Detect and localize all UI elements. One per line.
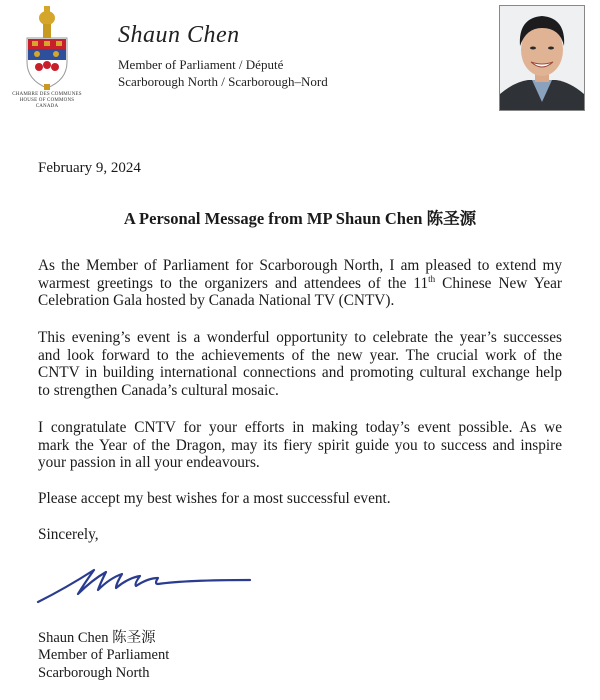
signatory-riding: Scarborough North [38, 665, 150, 681]
paragraph-1-line-2-start: warmest greetings to the organizers and attendees of the 11 [38, 274, 429, 292]
signatory-name: Shaun Chen 陈圣源 [38, 630, 156, 646]
handwritten-signature [36, 562, 256, 608]
paragraph-2-line-3: CNTV in building international connections and promoting cultural exchange help [38, 364, 562, 382]
paragraph-1 [38, 257, 562, 310]
letterhead-riding: Scarborough North / Scarborough–Nord [118, 74, 328, 89]
letter-date: February 9, 2024 [38, 160, 141, 176]
crest-caption-en: HOUSE OF COMMONS [19, 98, 75, 103]
ordinal-suffix: th [428, 273, 436, 284]
paragraph-1-line-2-end: Chinese New Year [435, 274, 562, 292]
portrait-photo [499, 5, 585, 111]
paragraph-2-line-2: and look forward to the achievements of the new year. The crucial work of the [38, 346, 562, 364]
paragraph-3-line-1: I congratulate CNTV for your efforts in making today’s event possible. As we [38, 419, 562, 436]
paragraph-1-line-1: As the Member of Parliament for Scarborough North, I am pleased to extend my [38, 257, 562, 274]
paragraph-2-line-1: This evening’s event is a wonderful opportunity to celebrate the year’s successes [38, 329, 562, 346]
paragraph-3-line-2: mark the Year of the Dragon, may its fiery spirit guide you to success and inspire [38, 436, 562, 454]
signatory-title: Member of Parliament [38, 647, 170, 663]
letterhead-name: Shaun Chen [118, 22, 240, 48]
crest-caption-fr: CHAMBRE DES COMMUNES [12, 92, 82, 97]
paragraph-3 [38, 419, 562, 472]
letterhead-role: Member of Parliament / Député [118, 57, 284, 72]
salutation: Sincerely, [38, 526, 99, 543]
paragraph-1-line-2 [38, 275, 562, 293]
crest-caption [0, 92, 94, 110]
paragraph-1-line-3: Celebration Gala hosted by Canada National TV (CNTV). [38, 292, 395, 310]
crest-caption-country: CANADA [35, 104, 59, 109]
paragraph-3-line-3: your passion in all your endeavours. [38, 454, 260, 472]
paragraph-2 [38, 329, 562, 399]
person-portrait-icon [500, 6, 584, 110]
paragraph-4: Please accept my best wishes for a most successful event. [38, 490, 391, 507]
letter-title: A Personal Message from MP Shaun Chen 陈圣源 [123, 209, 477, 228]
paragraph-2-line-4: to strengthen Canada’s cultural mosaic. [38, 381, 279, 399]
